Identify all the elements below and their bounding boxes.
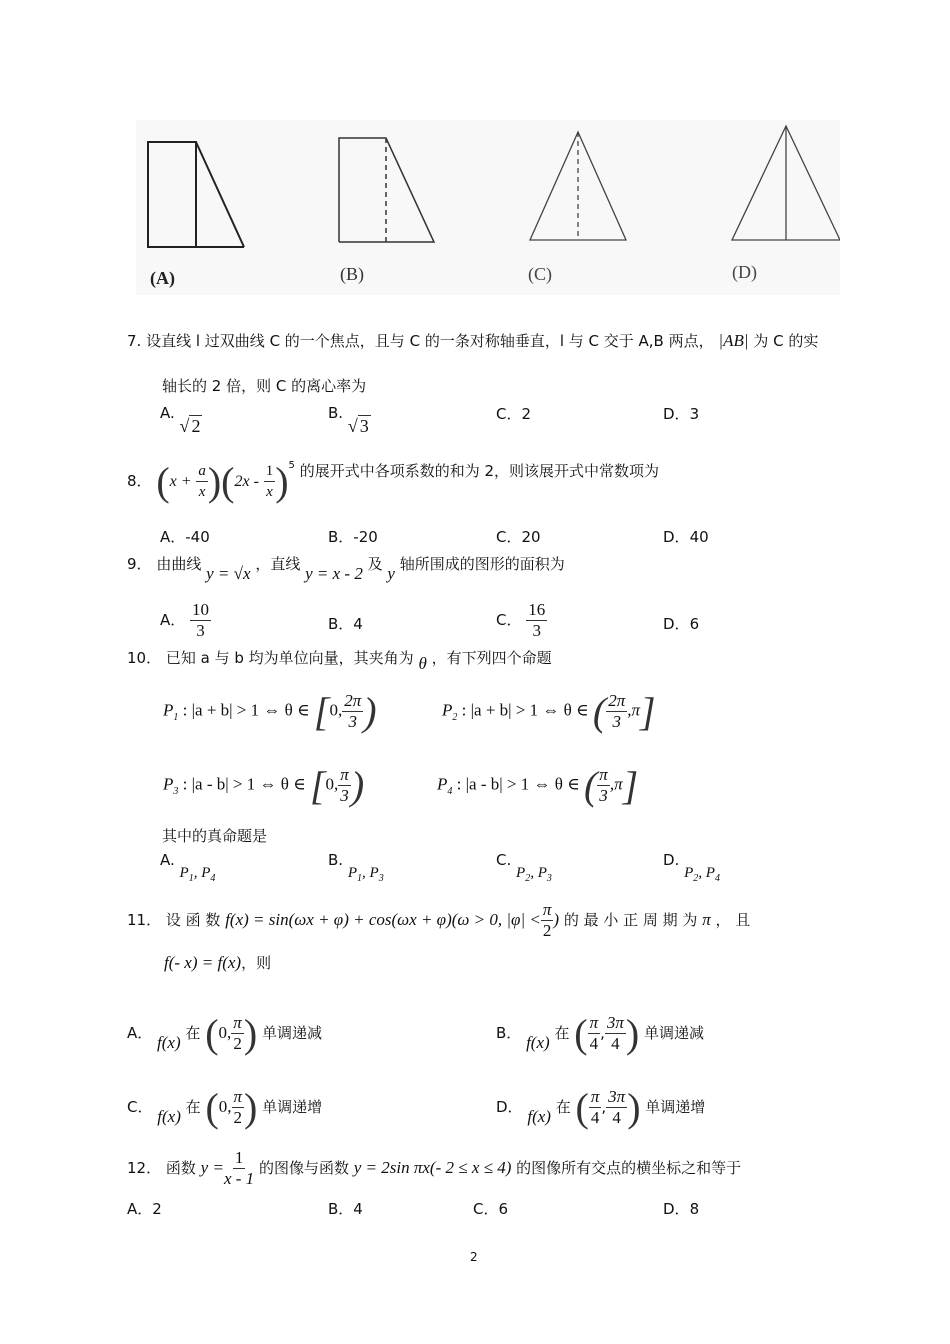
q7-option-b-label: B. bbox=[328, 404, 344, 422]
q8-option-a-value: -40 bbox=[185, 528, 210, 546]
q9-option-c[interactable]: C． $\frac{16}{3}$ bbox=[496, 600, 546, 640]
q7-option-c-value: 2 bbox=[521, 405, 532, 423]
q10-prop-p1: $P_1$ : |a + b| > 1 ⇔ θ ∈ [0, $\frac{2\pi}{3}$ ) bbox=[163, 689, 377, 734]
q12-frac: $\frac{1}{x - 1}$ bbox=[223, 1148, 255, 1188]
q9-curve: y = √x bbox=[206, 564, 251, 583]
q7-text1: 设直线 l 过双曲线 C 的一个焦点，且与 C 的一条对称轴垂直，l 与 C 交于 A,B 两点， bbox=[146, 332, 714, 350]
q12-func: y = 2sin πx(- 2 ≤ x ≤ 4) bbox=[353, 1158, 512, 1177]
q8-option-a[interactable]: A．-40 bbox=[160, 528, 210, 546]
q8-option-c-value: 20 bbox=[521, 528, 541, 546]
q8-number: 8． bbox=[127, 472, 152, 490]
q11-option-d[interactable]: D． f(x) 在 ( $\frac{\pi}{4}$ , $\frac{3\pi}{4}$ ) 单调递增 bbox=[496, 1085, 706, 1130]
q8-frac-b: $\frac{1}{x}$ bbox=[265, 463, 274, 500]
q12-line: 12． 函数 y = $\frac{1}{x - 1}$ 的图像与函数 y = 2sin πx(- 2 ≤ x ≤ 4) 的图像所有交点的横坐标之和等于 bbox=[127, 1148, 742, 1188]
q11-option-a[interactable]: A． f(x) 在 (0, $\frac{\pi}{2}$ ) 单调递减 bbox=[127, 1011, 322, 1056]
q9-option-a-frac: $\frac{10}{3}$ bbox=[192, 600, 210, 640]
q8-option-c[interactable]: C．20 bbox=[496, 528, 541, 546]
q11-line1: 11． 设 函 数 f(x) = sin(ωx + φ) + cos(ωx + φ)(ω > 0, |φ| < $\frac{\pi}{2}$ ) 的 最 小 正 周 期 为 π ， 且 bbox=[127, 900, 751, 940]
q12-option-c[interactable]: C．6 bbox=[473, 1200, 509, 1218]
q10-theta: θ bbox=[418, 654, 427, 673]
q7-number: 7. bbox=[127, 332, 142, 350]
q7-option-b[interactable] bbox=[328, 402, 371, 436]
q12-option-d-value: 8 bbox=[689, 1200, 700, 1218]
page-number: 2 bbox=[470, 1250, 478, 1264]
q10-option-b[interactable]: B. $P_1$, $P_3$ bbox=[328, 851, 384, 884]
q10-question: 其中的真命题是 bbox=[162, 827, 268, 845]
q9-line-eq: y = x - 2 bbox=[305, 564, 363, 583]
q12-number: 12． bbox=[127, 1159, 162, 1177]
q8-text: 的展开式中各项系数的和为 2，则该展开式中常数项为 bbox=[299, 462, 660, 480]
q9-option-c-frac: $\frac{16}{3}$ bbox=[528, 600, 546, 640]
q8-option-b[interactable]: B．-20 bbox=[328, 528, 378, 546]
q9-option-a[interactable]: A． $\frac{10}{3}$ bbox=[160, 600, 210, 640]
q7-text2: 轴长的 2 倍，则 C 的离心率为 bbox=[162, 377, 367, 395]
q8-frac-a: $\frac{a}{x}$ bbox=[198, 463, 206, 500]
q10-option-c[interactable]: C. $P_2$, $P_3$ bbox=[496, 851, 552, 884]
q11-line2: f(- x) = f(x)，则 bbox=[164, 953, 272, 972]
q8-line: 8． (x + $\frac{a}{x}$ )(2x - $\frac{1}{x}$ )$^5$ 的展开式中各项系数的和为 2，则该展开式中常数项为 bbox=[127, 459, 660, 504]
q7-abs-ab: |AB| bbox=[718, 331, 749, 350]
q11-func: f(x) = sin(ωx + φ) + cos(ωx + φ)(ω > 0, |φ| < bbox=[225, 910, 541, 929]
figure-label-b: (B) bbox=[340, 264, 364, 284]
q10-line: 10． 已知 a 与 b 均为单位向量，其夹角为 θ ，有下列四个命题 bbox=[127, 649, 552, 673]
q7-option-d-value: 3 bbox=[689, 405, 700, 423]
q7-option-a-value: √ 2 bbox=[179, 416, 201, 436]
figure-label-c: (C) bbox=[528, 264, 552, 284]
solid-views-figure bbox=[136, 120, 840, 295]
q9-number: 9． bbox=[127, 555, 152, 573]
q8-option-d[interactable]: D．40 bbox=[663, 528, 709, 546]
q12-option-b-value: 4 bbox=[353, 1200, 363, 1218]
q7-option-a[interactable] bbox=[160, 402, 202, 436]
q9-option-b[interactable]: B．4 bbox=[328, 615, 363, 633]
q7-text1b: 为 C 的实 bbox=[753, 332, 819, 350]
figure-drawing bbox=[136, 120, 840, 295]
figure-label-d: (D) bbox=[732, 262, 757, 282]
q10-prop-p2: $P_2$ : |a + b| > 1 ⇔ θ ∈ ( $\frac{2\pi}{3}$ ,π] bbox=[442, 689, 656, 734]
figure-b-shape bbox=[339, 138, 434, 242]
q8-option-b-value: -20 bbox=[353, 528, 378, 546]
q7-option-d[interactable]: D．3 bbox=[663, 405, 700, 423]
q12-option-a-value: 2 bbox=[152, 1200, 162, 1218]
q9-line: 9． 由曲线 y = √x ，直线 y = x - 2 及 y 轴所围成的图形的面积为 bbox=[127, 555, 565, 583]
q8-exponent: 5 bbox=[288, 460, 295, 471]
q11-number: 11． bbox=[127, 911, 162, 929]
q7-option-c[interactable]: C．2 bbox=[496, 405, 532, 423]
q11-cond: f(- x) = f(x) bbox=[164, 953, 242, 972]
q10-option-a[interactable]: A. $P_1$, $P_4$ bbox=[160, 851, 216, 884]
q9-option-b-value: 4 bbox=[353, 615, 363, 633]
figure-label-a: (A) bbox=[150, 268, 175, 288]
q12-option-b[interactable]: B．4 bbox=[328, 1200, 363, 1218]
q12-option-c-value: 6 bbox=[498, 1200, 509, 1218]
q8-option-d-value: 40 bbox=[689, 528, 709, 546]
q11-option-b[interactable]: B． f(x) 在 ( $\frac{\pi}{4}$ , $\frac{3\pi}{4}$ ) 单调递减 bbox=[496, 1011, 705, 1056]
q9-axis: y bbox=[387, 564, 395, 583]
figure-d-shape bbox=[732, 126, 840, 240]
q10-number: 10． bbox=[127, 649, 162, 667]
q9-option-d-value: 6 bbox=[689, 615, 700, 633]
q12-option-a[interactable]: A．2 bbox=[127, 1200, 162, 1218]
figure-c-shape bbox=[530, 132, 626, 240]
q7-option-b-value: √ 3 bbox=[347, 416, 369, 436]
q10-option-d[interactable]: D. $P_2$, $P_4$ bbox=[663, 851, 720, 884]
q7-line1 bbox=[127, 330, 818, 351]
figure-a-shape bbox=[148, 142, 244, 247]
q11-option-c[interactable]: C． f(x) 在 (0, $\frac{\pi}{2}$ ) 单调递增 bbox=[127, 1085, 323, 1130]
q12-option-d[interactable]: D．8 bbox=[663, 1200, 700, 1218]
q10-prop-p4: $P_4$ : |a - b| > 1 ⇔ θ ∈ ( $\frac{\pi}{3}$ ,π] bbox=[437, 763, 639, 808]
q7-option-a-label: A. bbox=[160, 404, 175, 422]
q10-prop-p3: $P_3$ : |a - b| > 1 ⇔ θ ∈ [0, $\frac{\pi}{3}$ ) bbox=[163, 763, 365, 808]
q9-option-d[interactable]: D．6 bbox=[663, 615, 700, 633]
